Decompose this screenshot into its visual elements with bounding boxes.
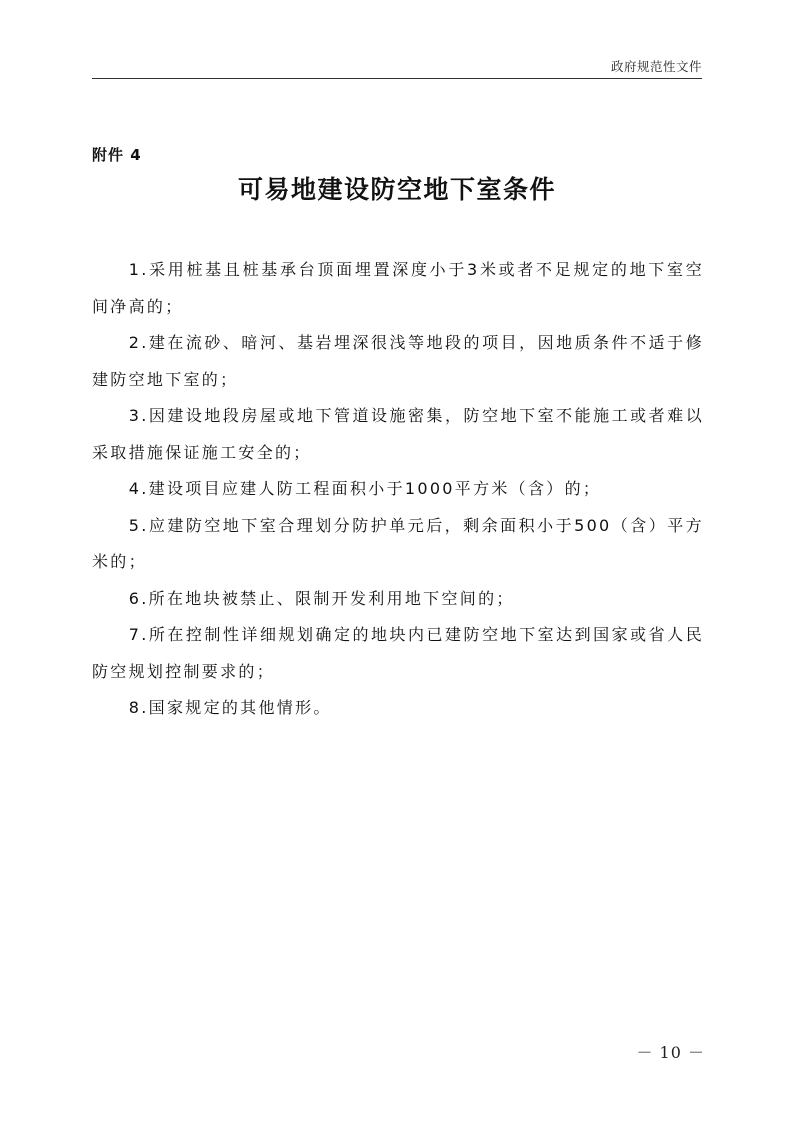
clause-2: 2.建在流砂、暗河、基岩埋深很浅等地段的项目，因地质条件不适于修建防空地下室的； (92, 333, 704, 389)
page-number: － 10 － (636, 1043, 705, 1062)
running-header-title: 政府规范性文件 (610, 59, 702, 74)
attachment-label: 附件 4 (92, 146, 142, 164)
clause-4: 4.建设项目应建人防工程面积小于1000平方米（含）的； (128, 479, 602, 498)
clause-6: 6.所在地块被禁止、限制开发利用地下空间的； (128, 588, 515, 608)
document-title: 可易地建设防空地下室条件 (237, 175, 556, 204)
clause-8: 8.国家规定的其他情形。 (128, 698, 332, 717)
clause-1: 1.采用桩基且桩基承台顶面埋置深度小于3米或者不足规定的地下室空间净高的； (92, 260, 704, 316)
clause-3: 3.因建设地段房屋或地下管道设施密集，防空地下室不能施工或者难以采取措施保证施工安全的； (92, 406, 704, 462)
clause-5: 5.应建防空地下室合理划分防护单元后，剩余面积小于500（含）平方米的； (92, 515, 704, 571)
clause-7: 7.所在控制性详细规划确定的地块内已建防空地下室达到国家或省人民防空规划控制要求的； (92, 625, 704, 681)
clause-list (92, 252, 704, 727)
header-rule (92, 78, 702, 79)
